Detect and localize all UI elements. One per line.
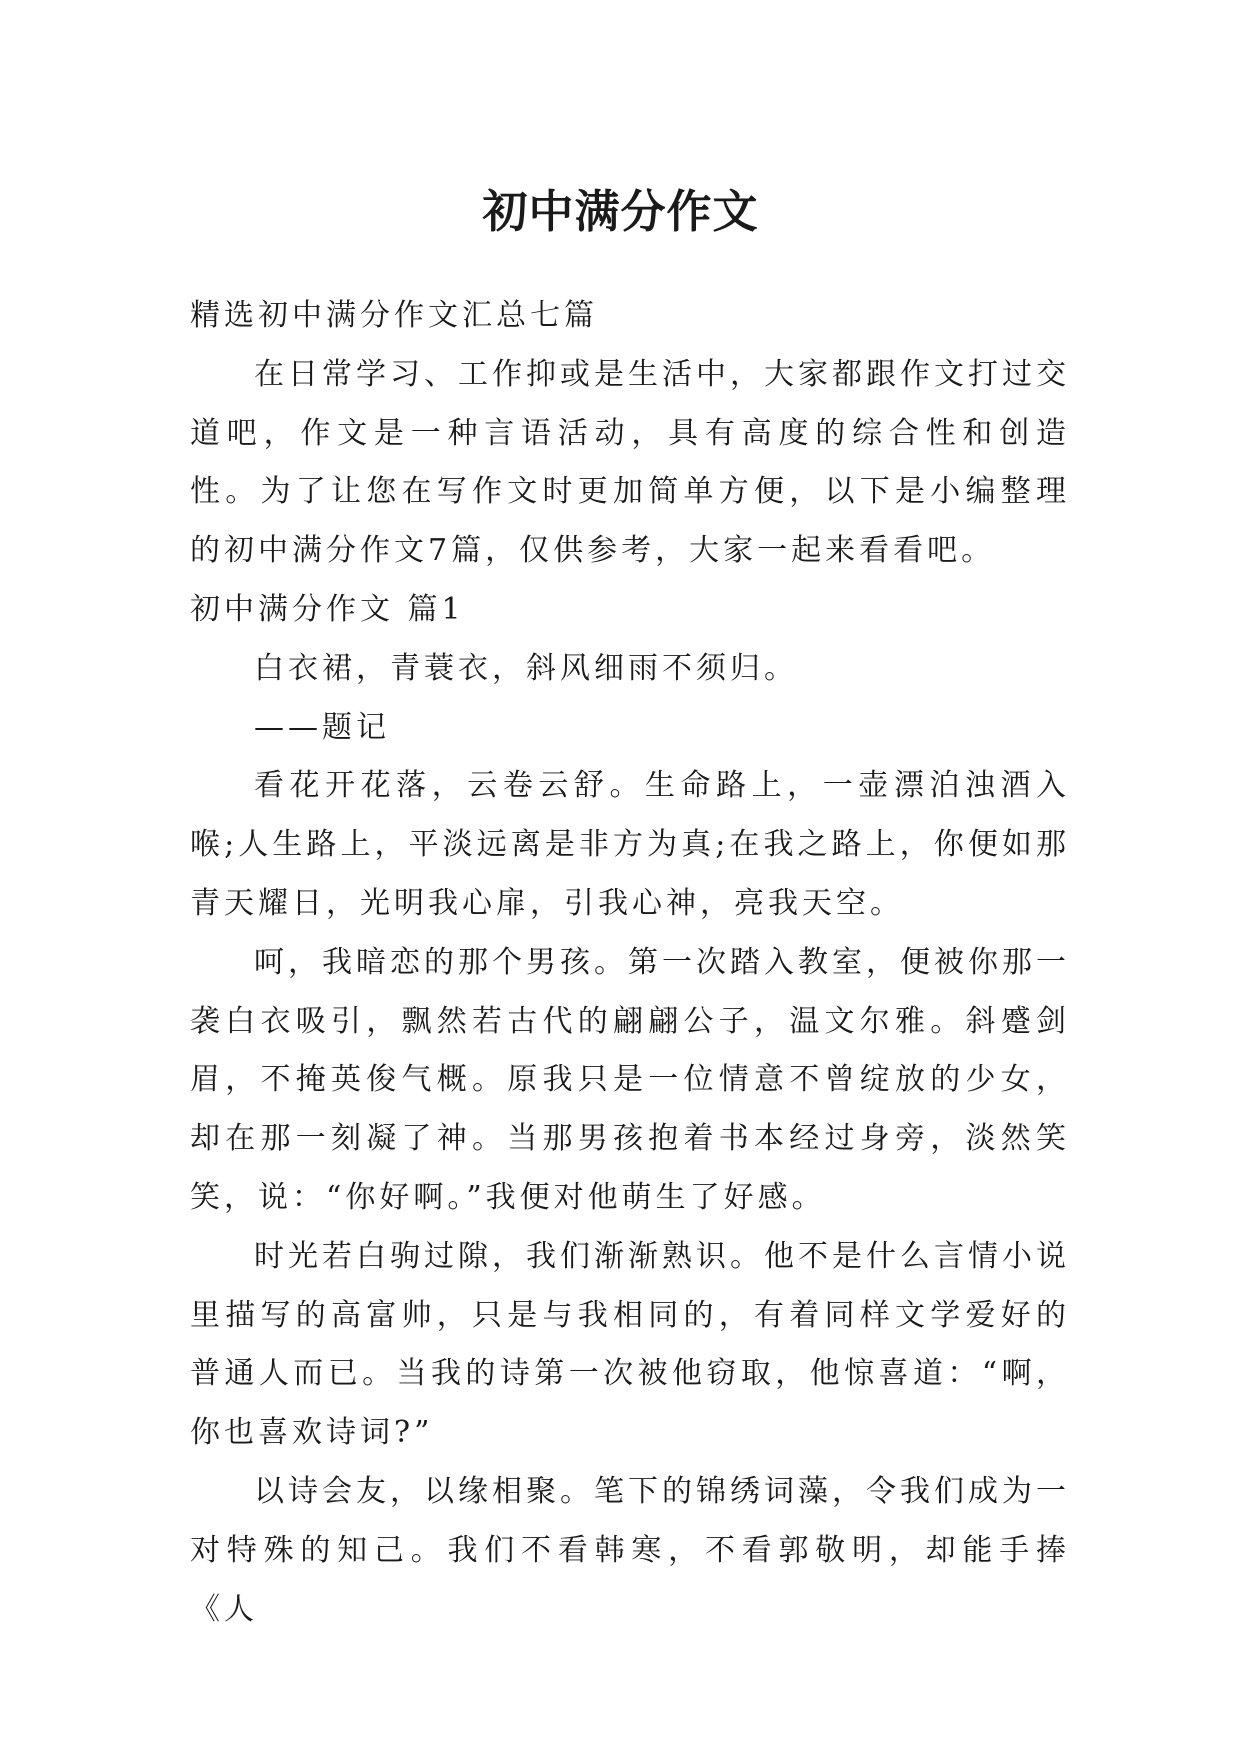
intro-paragraph: 在日常学习、工作抑或是生活中，大家都跟作文打过交道吧，作文是一种言语活动，具有高度的综合性和创造性。为了让您在写作文时更加简单方便，以下是小编整理的初中满分作文7篇，仅供参考，大家一起来看看吧。 — [190, 356, 1070, 569]
paragraph-epigraph-attribution: ——题记 — [254, 709, 390, 745]
document-subtitle: 精选初中满分作文汇总七篇 — [190, 298, 598, 333]
document-body — [190, 287, 1070, 1639]
body-paragraph: 时光若白驹过隙，我们渐渐熟识。他不是什么言情小说里描写的高富帅，只是与我相同的，有着同样文学爱好的普通人而已。当我的诗第一次被他窃取，他惊喜道：“啊，你也喜欢诗词?” — [190, 1238, 1070, 1451]
section-heading: 初中满分作文 篇1 — [190, 591, 465, 627]
paragraph-epigraph: 白衣裙，青蓑衣，斜风细雨不须归。 — [254, 650, 798, 686]
body-paragraph: 呵，我暗恋的那个男孩。第一次踏入教室，便被你那一袭白衣吸引，飘然若古代的翩翩公子，温文尔雅。斜蹙剑眉，不掩英俊气概。原我只是一位情意不曾绽放的少女，却在那一刻凝了神。当那男孩抱着书本经过身旁，淡然笑笑，说：“你好啊。”我便对他萌生了好感。 — [190, 944, 1070, 1215]
body-paragraph: 看花开花落，云卷云舒。生命路上，一壶漂泊浊酒入喉;人生路上，平淡远离是非方为真;在我之路上，你便如那青天耀日，光明我心扉，引我心神，亮我天空。 — [190, 768, 1070, 921]
body-paragraph: 以诗会友，以缘相聚。笔下的锦绣词藻，令我们成为一对特殊的知己。我们不看韩寒，不看郭敬明，却能手捧《人 — [190, 1473, 1070, 1627]
document-title: 初中满分作文 — [482, 185, 759, 239]
